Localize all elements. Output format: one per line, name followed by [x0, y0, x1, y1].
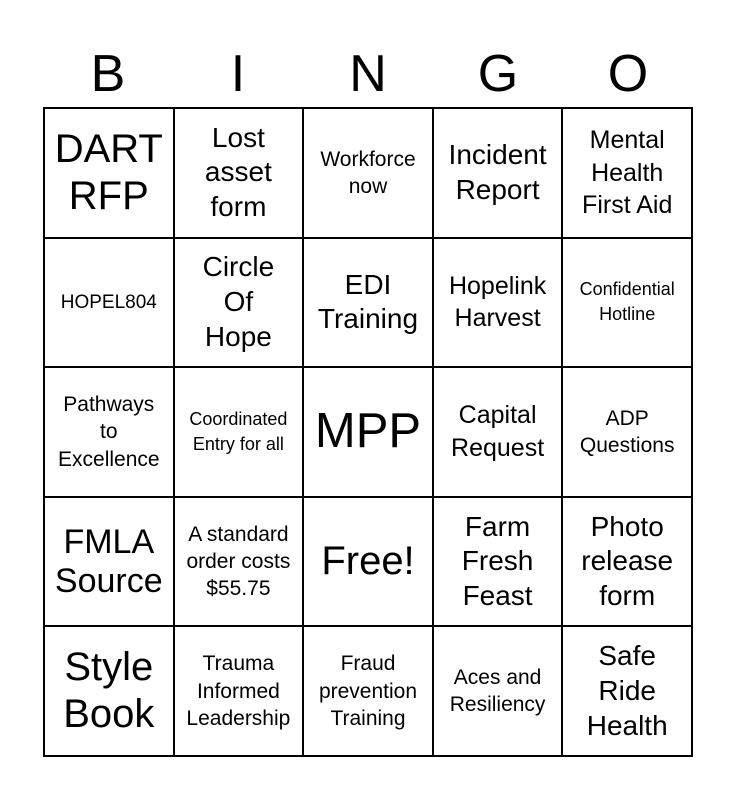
bingo-cell-o4[interactable] [562, 497, 692, 627]
bingo-cell-g1[interactable] [433, 108, 563, 238]
bingo-cell-i1[interactable] [174, 108, 304, 238]
cell-text: EDI Training [317, 268, 419, 335]
bingo-cell-i5[interactable] [174, 626, 304, 756]
cell-text: Capital Request [451, 401, 545, 462]
cell-text: Farm Fresh Feast [461, 510, 534, 611]
bingo-cell-n2[interactable] [303, 238, 433, 368]
bingo-cell-b2[interactable] [44, 238, 174, 368]
cell-text: Coordinated Entry for all [189, 408, 288, 454]
header-letter-n: N [349, 45, 387, 103]
cell-text: Style Book [63, 645, 155, 737]
cell-text: Lost asset form [204, 121, 272, 223]
cell-text: Fraud prevention Training [318, 652, 418, 730]
cell-text: Confidential Hotline [579, 279, 675, 325]
header-letter-g: G [477, 45, 519, 103]
cell-text: FMLA Source [54, 522, 163, 600]
cell-text: Workforce now [320, 147, 416, 198]
bingo-cell-i4[interactable] [174, 497, 304, 627]
cell-text: HOPEL804 [60, 291, 157, 313]
cell-text: ADP Questions [579, 406, 675, 457]
cell-text: Hopelink Harvest [448, 271, 547, 333]
cell-text: A standard order costs $55.75 [186, 522, 291, 601]
bingo-cell-n1[interactable] [303, 108, 433, 238]
bingo-cell-g4[interactable] [433, 497, 563, 627]
cell-text: MPP [314, 404, 422, 459]
bingo-cell-o2[interactable] [562, 238, 692, 368]
bingo-cell-g5[interactable] [433, 626, 563, 756]
header-letter-o: O [607, 45, 649, 103]
bingo-cell-g2[interactable] [433, 238, 563, 368]
bingo-cell-i2[interactable] [174, 238, 304, 368]
bingo-cell-b4[interactable] [44, 497, 174, 627]
bingo-cell-o3[interactable] [562, 367, 692, 497]
cell-text: Pathways to Excellence [58, 393, 160, 471]
cell-text: Aces and Resiliency [449, 665, 546, 717]
cell-text: DART RFP [54, 126, 163, 218]
bingo-cell-n4-free[interactable] [303, 497, 433, 627]
bingo-cell-g3[interactable] [433, 367, 563, 497]
bingo-cell-n5[interactable] [303, 626, 433, 756]
bingo-cell-o5[interactable] [562, 626, 692, 756]
bingo-cell-n3[interactable] [303, 367, 433, 497]
cell-text: Free! [321, 539, 415, 583]
bingo-cell-b1[interactable] [44, 108, 174, 238]
bingo-cell-i3[interactable] [174, 367, 304, 497]
header-letter-b: B [90, 45, 126, 103]
bingo-cell-b5[interactable] [44, 626, 174, 756]
cell-text: Incident Report [448, 139, 547, 205]
cell-text: Photo release form [581, 510, 674, 611]
bingo-cell-o1[interactable] [562, 108, 692, 238]
cell-text: Trauma Informed Leadership [186, 652, 291, 730]
bingo-board [43, 107, 693, 757]
cell-text: Safe Ride Health [586, 640, 668, 741]
cell-text: Circle Of Hope [202, 251, 275, 352]
cell-text: Mental Health First Aid [582, 126, 673, 220]
bingo-header [43, 40, 693, 108]
header-letter-i: I [230, 45, 246, 103]
bingo-cell-b3[interactable] [44, 367, 174, 497]
